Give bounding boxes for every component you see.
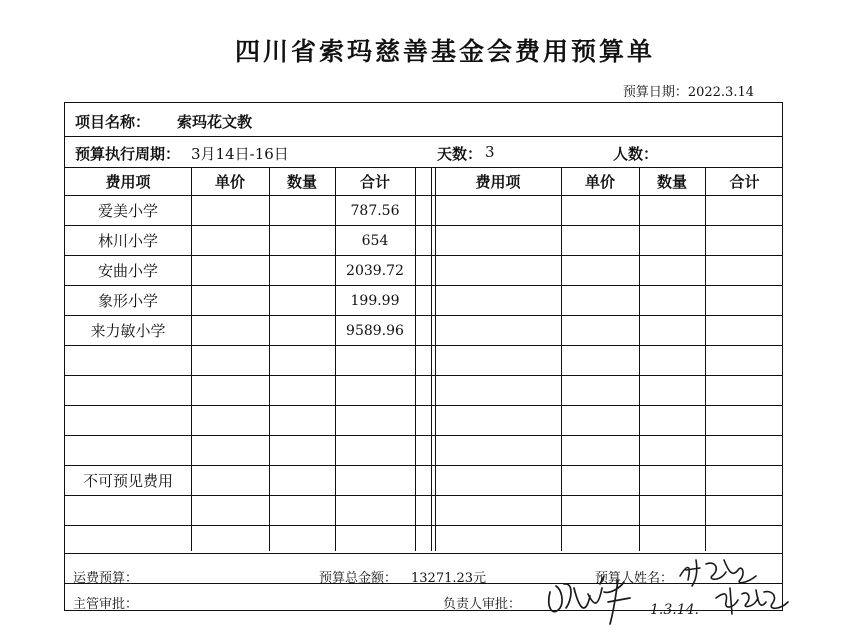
row-qty: [269, 496, 335, 526]
row-price: [191, 226, 269, 256]
row-qty: [269, 256, 335, 286]
left-col-item: 费用项: [105, 173, 151, 191]
row-total: [335, 376, 415, 406]
row-total: 2039.72: [346, 263, 404, 279]
row-total: [335, 346, 415, 376]
row-total: [335, 496, 415, 526]
total-label: 预算总金额：: [319, 571, 398, 586]
period-value: 3月14日-16日: [191, 145, 289, 163]
days-label: 天数：: [437, 145, 483, 163]
row-item: [65, 526, 191, 556]
left-col-total: 合计: [359, 173, 390, 191]
row-price: [191, 196, 269, 226]
second-signature: [712, 580, 792, 620]
divider: [65, 583, 782, 584]
row-item: [65, 496, 191, 526]
divider: [65, 553, 782, 554]
row-price: [191, 316, 269, 346]
document-title: 四川省索玛慈善基金会费用预算单: [234, 37, 655, 66]
right-col-total: 合计: [729, 173, 760, 191]
row-qty: [269, 316, 335, 346]
left-col-price: 单价: [214, 173, 245, 191]
divider: [65, 167, 782, 168]
divider: [65, 136, 782, 137]
row-item: [65, 436, 191, 466]
handwritten-date: 1.3.14.: [650, 602, 699, 618]
row-price: [191, 526, 269, 556]
row-price: [191, 286, 269, 316]
col-line: [705, 167, 706, 551]
right-col-item: 费用项: [475, 173, 521, 191]
row-qty: [269, 286, 335, 316]
row-qty: [269, 226, 335, 256]
row-total: 199.99: [350, 293, 400, 309]
row-qty: [269, 526, 335, 556]
row-total: 787.56: [350, 203, 400, 219]
col-line: [415, 167, 416, 551]
right-col-qty: 数量: [656, 173, 687, 191]
row-total: 654: [361, 233, 389, 249]
row-qty: [269, 466, 335, 496]
days-value: 3: [485, 143, 495, 161]
row-item: [65, 406, 191, 436]
row-qty: [269, 376, 335, 406]
row-item: 不可预见费用: [82, 472, 173, 490]
row-item: 安曲小学: [97, 262, 158, 280]
col-line: [191, 167, 192, 551]
right-col-price: 单价: [584, 173, 615, 191]
col-line: [561, 167, 562, 551]
left-col-qty: 数量: [286, 173, 317, 191]
budget-form: [64, 102, 783, 611]
row-price: [191, 346, 269, 376]
row-total: 9589.96: [346, 323, 404, 339]
row-item: [65, 376, 191, 406]
row-price: [191, 376, 269, 406]
project-value: 索玛花文教: [177, 113, 253, 131]
row-total: [335, 436, 415, 466]
col-line: [639, 167, 640, 551]
total-value: 13271.23元: [411, 571, 487, 586]
row-price: [191, 496, 269, 526]
supervisor-label: 主管审批：: [73, 597, 139, 612]
row-price: [191, 466, 269, 496]
period-label: 预算执行周期：: [75, 145, 181, 163]
budget-person-label: 预算人姓名：: [595, 571, 674, 586]
row-total: [335, 406, 415, 436]
row-qty: [269, 196, 335, 226]
col-line: [435, 167, 436, 551]
freight-label: 运费预算：: [73, 571, 139, 586]
responsible-label: 负责人审批：: [443, 597, 522, 612]
row-price: [191, 436, 269, 466]
row-item: 来力敏小学: [90, 322, 166, 340]
row-price: [191, 256, 269, 286]
col-line: [269, 167, 270, 551]
row-total: [335, 526, 415, 556]
budget-date: 预算日期：2022.3.14: [622, 85, 754, 100]
row-qty: [269, 346, 335, 376]
col-line: [431, 167, 432, 551]
row-qty: [269, 436, 335, 466]
responsible-signature: [544, 572, 654, 628]
row-item: 林川小学: [97, 232, 158, 250]
row-total: [335, 466, 415, 496]
project-label: 项目名称：: [75, 113, 151, 131]
col-line: [335, 167, 336, 551]
row-item: 象形小学: [97, 292, 158, 310]
people-label: 人数：: [613, 145, 659, 163]
row-item: [65, 346, 191, 376]
row-price: [191, 406, 269, 436]
row-item: 爱美小学: [97, 202, 158, 220]
row-qty: [269, 406, 335, 436]
